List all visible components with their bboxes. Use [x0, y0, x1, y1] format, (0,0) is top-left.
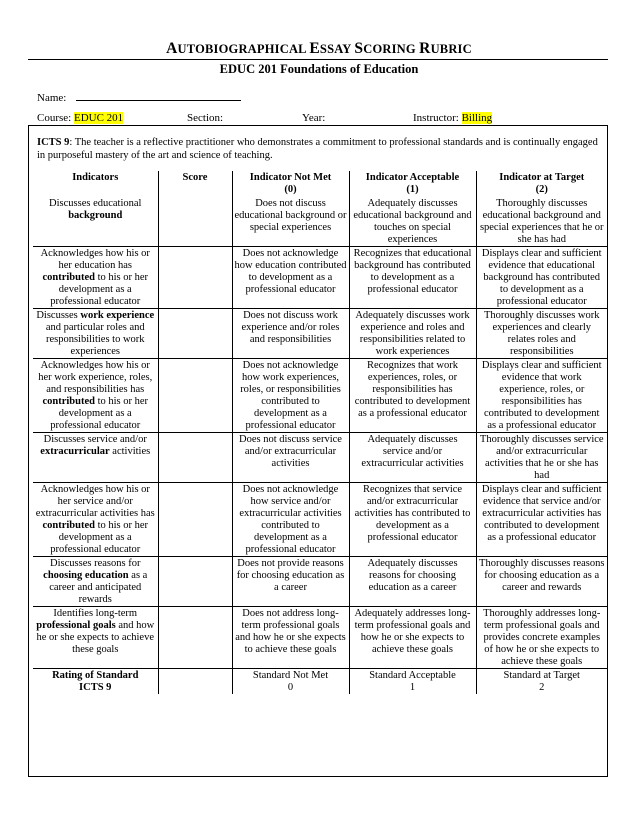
indicator-cell: [33, 247, 158, 309]
title-part: CORING: [363, 42, 420, 56]
score-cell[interactable]: [158, 247, 232, 309]
instructor-label: Instructor:: [413, 112, 459, 124]
standard-description: [37, 136, 599, 162]
rating-not-met-label: Standard Not Met: [252, 670, 329, 681]
rubric-row: [33, 197, 607, 247]
indicator-keyword: background: [68, 210, 123, 221]
rubric-row: [33, 309, 607, 359]
target-cell: Thoroughly discusses service and/or extracurricular activities that he or she has had: [476, 433, 607, 483]
indicator-keyword: work experience: [80, 310, 155, 321]
indicator-keyword: extracurricular: [40, 446, 110, 457]
header-row: [33, 171, 607, 197]
not-met-cell: Does not discuss educational background or special experiences: [232, 197, 349, 247]
acceptable-cell: Adequately discusses work experience and roles and responsibilities related to work experiences: [349, 309, 476, 359]
indicator-text: Discusses reasons for: [50, 558, 141, 569]
rubric-table: [33, 171, 607, 694]
rating-target-value: 2: [539, 682, 545, 693]
name-field: [37, 91, 241, 104]
title-part: R: [419, 40, 431, 57]
rating-target: [476, 669, 607, 695]
rating-target-label: Standard at Target: [503, 670, 580, 681]
column-header-acceptable: [349, 171, 476, 197]
indicator-keyword: contributed: [42, 272, 95, 283]
rating-label: [33, 669, 158, 695]
indicator-text: and how he or she expects to achieve these goals: [36, 620, 155, 655]
indicator-text: Discusses: [36, 310, 81, 321]
course-field: [37, 112, 123, 124]
title-divider: [28, 59, 608, 60]
indicator-cell: [33, 309, 158, 359]
target-cell: Displays clear and sufficient evidence that educational background has contributed to development as a professional educator: [476, 247, 607, 309]
title-part: UTOBIOGRAPHICAL: [177, 42, 310, 56]
year-label: Year:: [302, 112, 326, 124]
not-met-cell: Does not acknowledge how work experiences, roles, or responsibilities contributed to development as a professional educator: [232, 359, 349, 433]
indicator-text: to his or her development as a professional educator: [50, 272, 149, 307]
indicator-cell: [33, 197, 158, 247]
not-met-cell: Does not acknowledge how service and/or extracurricular activities contributed to development as a professional educator: [232, 483, 349, 557]
indicator-text: Acknowledges how his or her work experience, roles, and responsibilities has: [38, 360, 153, 395]
indicator-text: Discusses educational: [49, 198, 142, 209]
indicator-text: Acknowledges how his or her service and/or extracurricular activities has: [35, 484, 155, 519]
acceptable-cell: Adequately discusses educational background and touches on special experiences: [349, 197, 476, 247]
acceptable-cell: Recognizes that work experiences, roles, or responsibilities has contributed to development as a professional educator: [349, 359, 476, 433]
acceptable-cell: Recognizes that educational background has contributed to development as a professional educator: [349, 247, 476, 309]
indicator-cell: [33, 359, 158, 433]
rubric-row: [33, 557, 607, 607]
rating-row: [33, 669, 607, 695]
acceptable-cell: Adequately discusses reasons for choosing education as a career: [349, 557, 476, 607]
indicator-text: activities: [109, 446, 151, 457]
title-part: S: [354, 40, 364, 57]
score-cell[interactable]: [158, 197, 232, 247]
rating-acceptable: [349, 669, 476, 695]
name-blank-line[interactable]: [76, 91, 241, 101]
year-field: [302, 112, 325, 124]
indicator-text: as a career and anticipated rewards: [49, 570, 148, 605]
rubric-row: [33, 359, 607, 433]
indicator-text: Identifies long-term: [53, 608, 138, 619]
target-score: (2): [535, 184, 548, 195]
acceptable-cell: Adequately discusses service and/or extracurricular activities: [349, 433, 476, 483]
rubric-row: [33, 433, 607, 483]
column-header-target: [476, 171, 607, 197]
title-part: UBRIC: [430, 42, 472, 56]
rating-not-met: [232, 669, 349, 695]
score-cell[interactable]: [158, 359, 232, 433]
acceptable-cell: Adequately addresses long-term professional goals and how he or she expects to achieve these goals: [349, 607, 476, 669]
not-met-cell: Does not address long-term professional goals and how he or she expects to achieve these goals: [232, 607, 349, 669]
indicator-text: Acknowledges how his or her education has: [40, 248, 150, 271]
indicator-keyword: professional goals: [36, 620, 116, 631]
rating-not-met-value: 0: [287, 682, 294, 693]
not-met-cell: Does not discuss service and/or extracurricular activities: [232, 433, 349, 483]
indicator-text: and particular roles and responsibilities to work experiences: [45, 322, 145, 357]
score-cell[interactable]: [158, 483, 232, 557]
rating-acceptable-value: 1: [409, 682, 416, 693]
rating-acceptable-label: Standard Acceptable: [369, 670, 456, 681]
indicator-keyword: contributed: [42, 520, 95, 531]
not-met-score: (0): [284, 184, 297, 195]
target-cell: Thoroughly discusses work experiences and clearly relates roles and responsibilities: [476, 309, 607, 359]
title-part: E: [309, 40, 320, 57]
rubric-body: [33, 197, 607, 669]
target-cell: Thoroughly discusses reasons for choosing education as a career and rewards: [476, 557, 607, 607]
target-cell: Thoroughly addresses long-term professional goals and provides concrete examples of how he or she expects to achieve these goals: [476, 607, 607, 669]
course-value: EDUC 201: [73, 112, 124, 124]
course-label: Course:: [37, 112, 72, 124]
title-part: SSAY: [319, 42, 355, 56]
column-header-not-met: [232, 171, 349, 197]
score-cell[interactable]: [158, 433, 232, 483]
rating-label-line: Rating of Standard: [52, 670, 139, 681]
indicator-text: Discusses service and/or: [43, 434, 147, 445]
not-met-label: Indicator Not Met: [249, 172, 332, 183]
indicator-text: to his or her development as a professional educator: [50, 520, 149, 555]
target-cell: Displays clear and sufficient evidence that service and/or extracurricular activities has contributed to development as a professional educator: [476, 483, 607, 557]
title-part: A: [166, 40, 178, 57]
name-label: Name:: [37, 92, 67, 104]
not-met-cell: Does not acknowledge how education contributed to development as a professional educator: [232, 247, 349, 309]
acceptable-label: Indicator Acceptable: [365, 172, 460, 183]
target-label: Indicator at Target: [499, 172, 585, 183]
rubric-row: [33, 247, 607, 309]
instructor-value: Billing: [461, 112, 493, 124]
standard-text: : The teacher is a reflective practitioner who demonstrates a commitment to professional standards and is continually engaged in purposeful mastery of the art and science of teaching.: [37, 137, 598, 161]
indicator-keyword: contributed: [42, 396, 95, 407]
indicator-keyword: choosing education: [43, 570, 129, 581]
rubric-row: [33, 607, 607, 669]
acceptable-cell: Recognizes that service and/or extracurricular activities has contributed to development as a professional educator: [349, 483, 476, 557]
score-cell[interactable]: [158, 557, 232, 607]
not-met-cell: Does not provide reasons for choosing education as a career: [232, 557, 349, 607]
score-cell[interactable]: [158, 309, 232, 359]
instructor-field: [413, 112, 492, 124]
acceptable-score: (1): [406, 184, 419, 195]
not-met-cell: Does not discuss work experience and/or roles and responsibilities: [232, 309, 349, 359]
indicator-cell: [33, 483, 158, 557]
score-cell[interactable]: [158, 607, 232, 669]
rating-score-cell[interactable]: [158, 669, 232, 695]
standard-label: ICTS 9: [37, 137, 70, 148]
target-cell: Displays clear and sufficient evidence that work experience, roles, or responsibilities has contributed to development as a professional educator: [476, 359, 607, 433]
section-label: Section:: [187, 112, 224, 124]
section-field: [187, 112, 223, 124]
rating-label-standard: ICTS 9: [79, 682, 112, 693]
column-header-indicators: Indicators: [33, 171, 158, 197]
document-title: [0, 40, 638, 58]
indicator-cell: [33, 607, 158, 669]
document-subtitle: EDUC 201 Foundations of Education: [219, 62, 419, 76]
rubric-row: [33, 483, 607, 557]
indicator-cell: [33, 433, 158, 483]
indicator-cell: [33, 557, 158, 607]
target-cell: Thoroughly discusses educational background and special experiences that he or she has had: [479, 198, 604, 245]
indicator-text: to his or her development as a professional educator: [50, 396, 149, 431]
column-header-score: Score: [158, 171, 232, 197]
